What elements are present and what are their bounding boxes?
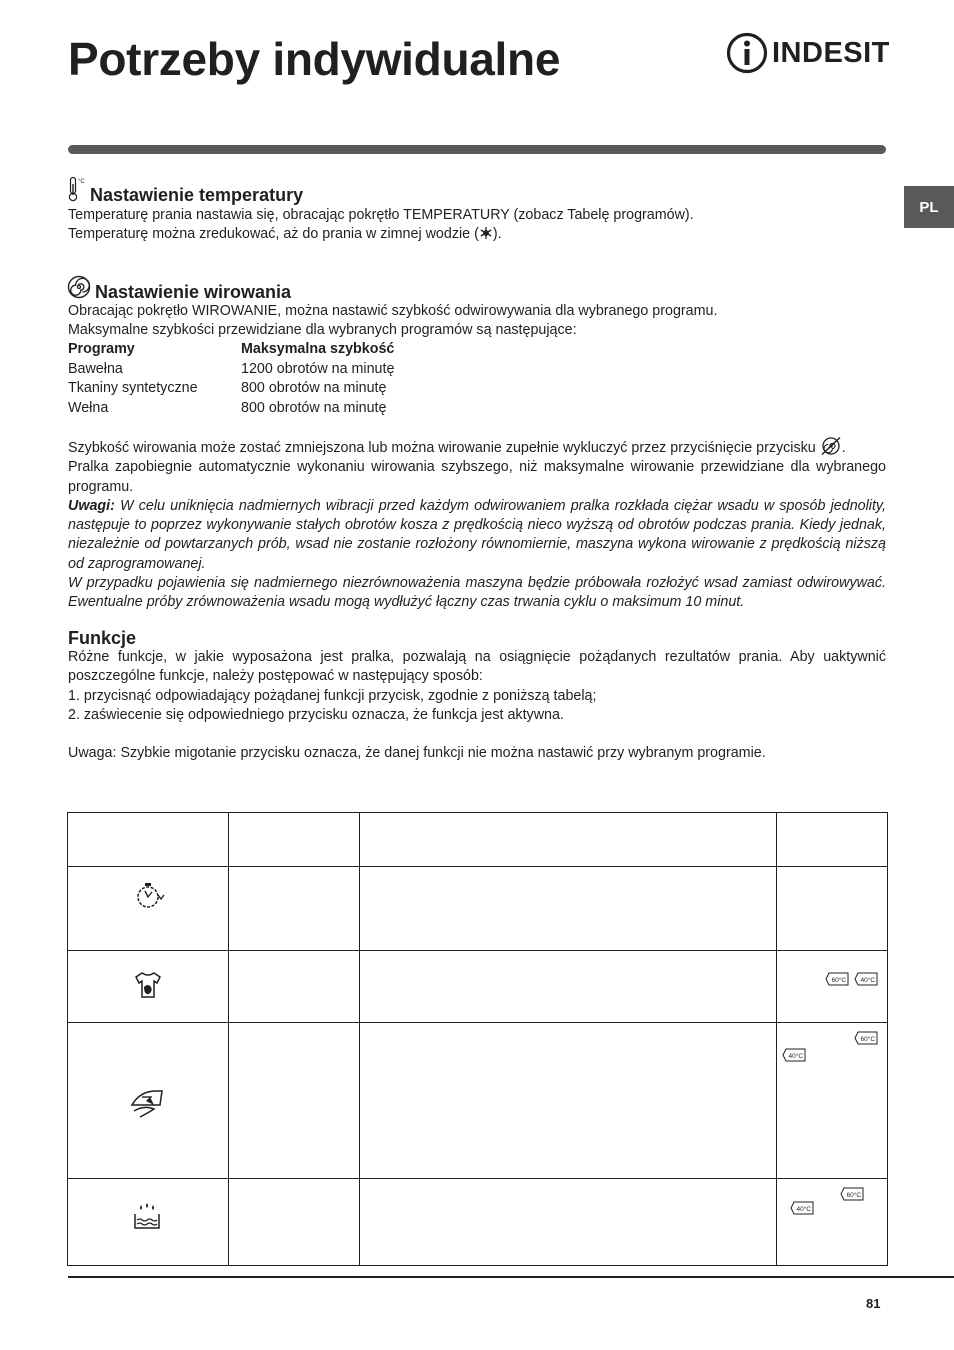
temp-tag-40-icon [790,1201,814,1215]
page-title: Potrzeby indywidualne [68,33,561,85]
extra-rinse-icon [132,1202,162,1232]
temperature-line-2-end: ). [492,226,502,243]
temp-tag-60-icon [825,972,849,986]
temperature-line-2 [68,225,886,244]
indesit-logo [726,32,890,74]
language-tab [904,186,954,228]
functions-note: Uwaga: Szybkie migotanie przycisku oznacza, że danej funkcji nie można nastawić przy wybranym programie. [68,745,766,762]
functions-step-2: 2. zaświecenie się odpowiedniego przycisku oznacza, że funkcja jest aktywna. [68,706,564,723]
temperature-title: Nastawienie temperatury [90,185,304,205]
temp-tag-40-icon [854,972,878,986]
temp-tag-label: 40°C [796,1206,812,1213]
table-divider [68,866,887,867]
temperature-text [68,206,886,245]
no-spin-icon [820,436,842,456]
temperature-line-1: Temperaturę prania nastawia się, obracając pokrętło TEMPERATURY (zobacz Tabelę programów). [68,207,694,223]
delay-timer-icon [134,881,166,911]
temp-tag-40-icon [782,1048,806,1062]
functions-para-1: Różne funkcje, w jakie wyposażona jest pralka, pozwalają na osiągnięcie pożądanych rezultatów prania. Aby uaktywnić poszczególne funkcje, należy postępować w następujący sposób: [68,649,886,685]
stain-shirt-icon [134,970,162,1000]
table-divider [68,1022,887,1023]
spin-program: Tkaniny syntetyczne [68,380,198,396]
table-divider [359,813,360,1265]
indesit-logo-icon [726,32,768,74]
temp-tag-label: 60°C [860,1036,876,1043]
notes-label: Uwagi: [68,497,115,514]
language-tab-label: PL [919,198,939,216]
spin-speed: 800 obrotów na minutę [241,380,387,396]
page-number: 81 [866,1296,881,1311]
functions-title: Funkcje [68,628,137,648]
spin-speed-table [68,340,394,418]
table-row [68,399,394,419]
snowflake-icon [479,226,493,240]
temp-tag-label: 40°C [860,977,876,984]
spin-program: Bawełna [68,360,123,377]
spin-line-1: Obracając pokrętło WIROWANIE, można nastawić szybkość odwirowywania dla wybranego programu. [68,303,718,319]
footer-rule [68,1276,954,1278]
temperature-line-2-start: Temperaturę można zredukować, aż do prania w zimnej wodzie ( [68,226,479,243]
table-row [68,379,394,399]
spin-title: Nastawienie wirowania [95,282,292,302]
spin-para-1-text: Szybkość wirowania może zostać zmniejszona lub można wirowanie zupełnie wykluczyć przez przyciśnięcie przycisku [68,440,816,456]
brand-name: INDESIT [772,36,890,69]
spin-speed: 800 obrotów na minutę [241,399,387,416]
table-divider [68,1178,887,1179]
header-rule [68,145,886,154]
temp-tag-label: 60°C [846,1192,862,1199]
table-divider [228,813,229,1265]
spin-program: Wełna [68,399,109,416]
table-row [68,360,394,380]
functions-text [68,648,886,763]
notes-text: W celu uniknięcia nadmiernych wibracji przed każdym odwirowaniem pralka rozkłada ciężar wsadu w sposób jednolity, następuje to poprzez wykonywanie stałych obrotów kosza z prędkością nieco wyższą od obrotów podczas prania. Kiedy jednak, niezależnie od powtarzanych prób, wsad nie zostanie rozłożony równomiernie, maszyna wykona wirowanie z prędkością niższą od zaprogramowanej. [68,497,886,572]
temp-tag-60-icon [840,1187,864,1201]
spin-speed: 1200 obrotów na minutę [241,360,395,377]
thermometer-icon [67,176,87,202]
spin-icon [67,275,91,299]
spin-notes-2: W przypadku pojawienia się nadmiernego niezrównoważenia maszyna będzie próbowała rozłożyć wsad zamiast odwirowywać. Ewentualne próby zrównoważenia wsadu mogą wydłużyć łączny czas trwania cyklu o maksimum 10 minut. [68,575,886,611]
spin-notes [68,497,886,574]
temp-tag-label: 60°C [831,977,847,984]
spin-header-programs: Programy [68,341,135,357]
functions-step-1: 1. przycisnąć odpowiadający pożądanej funkcji przycisk, zgodnie z poniższą tabelą; [68,687,597,704]
svg-text:°C: °C [78,179,85,185]
spin-intro [68,302,886,341]
table-divider [68,950,887,951]
spin-para-1 [68,436,886,458]
spin-para-1-end: . [841,440,846,456]
functions-table [67,812,888,1266]
temp-tag-60-icon [854,1031,878,1045]
spin-para-2: Pralka zapobiegnie automatycznie wykonaniu wirowania szybszego, niż maksymalne wirowanie przewidziane dla wybranego programu. [68,459,886,495]
spin-header-speed: Maksymalna szybkość [241,341,395,357]
table-divider [776,813,777,1265]
spin-details [68,436,886,613]
spin-line-2: Maksymalne szybkości przewidziane dla wybranych programów są następujące: [68,322,577,339]
easy-iron-icon [128,1085,168,1119]
spin-table-header [68,340,394,360]
temp-tag-label: 40°C [788,1053,804,1060]
